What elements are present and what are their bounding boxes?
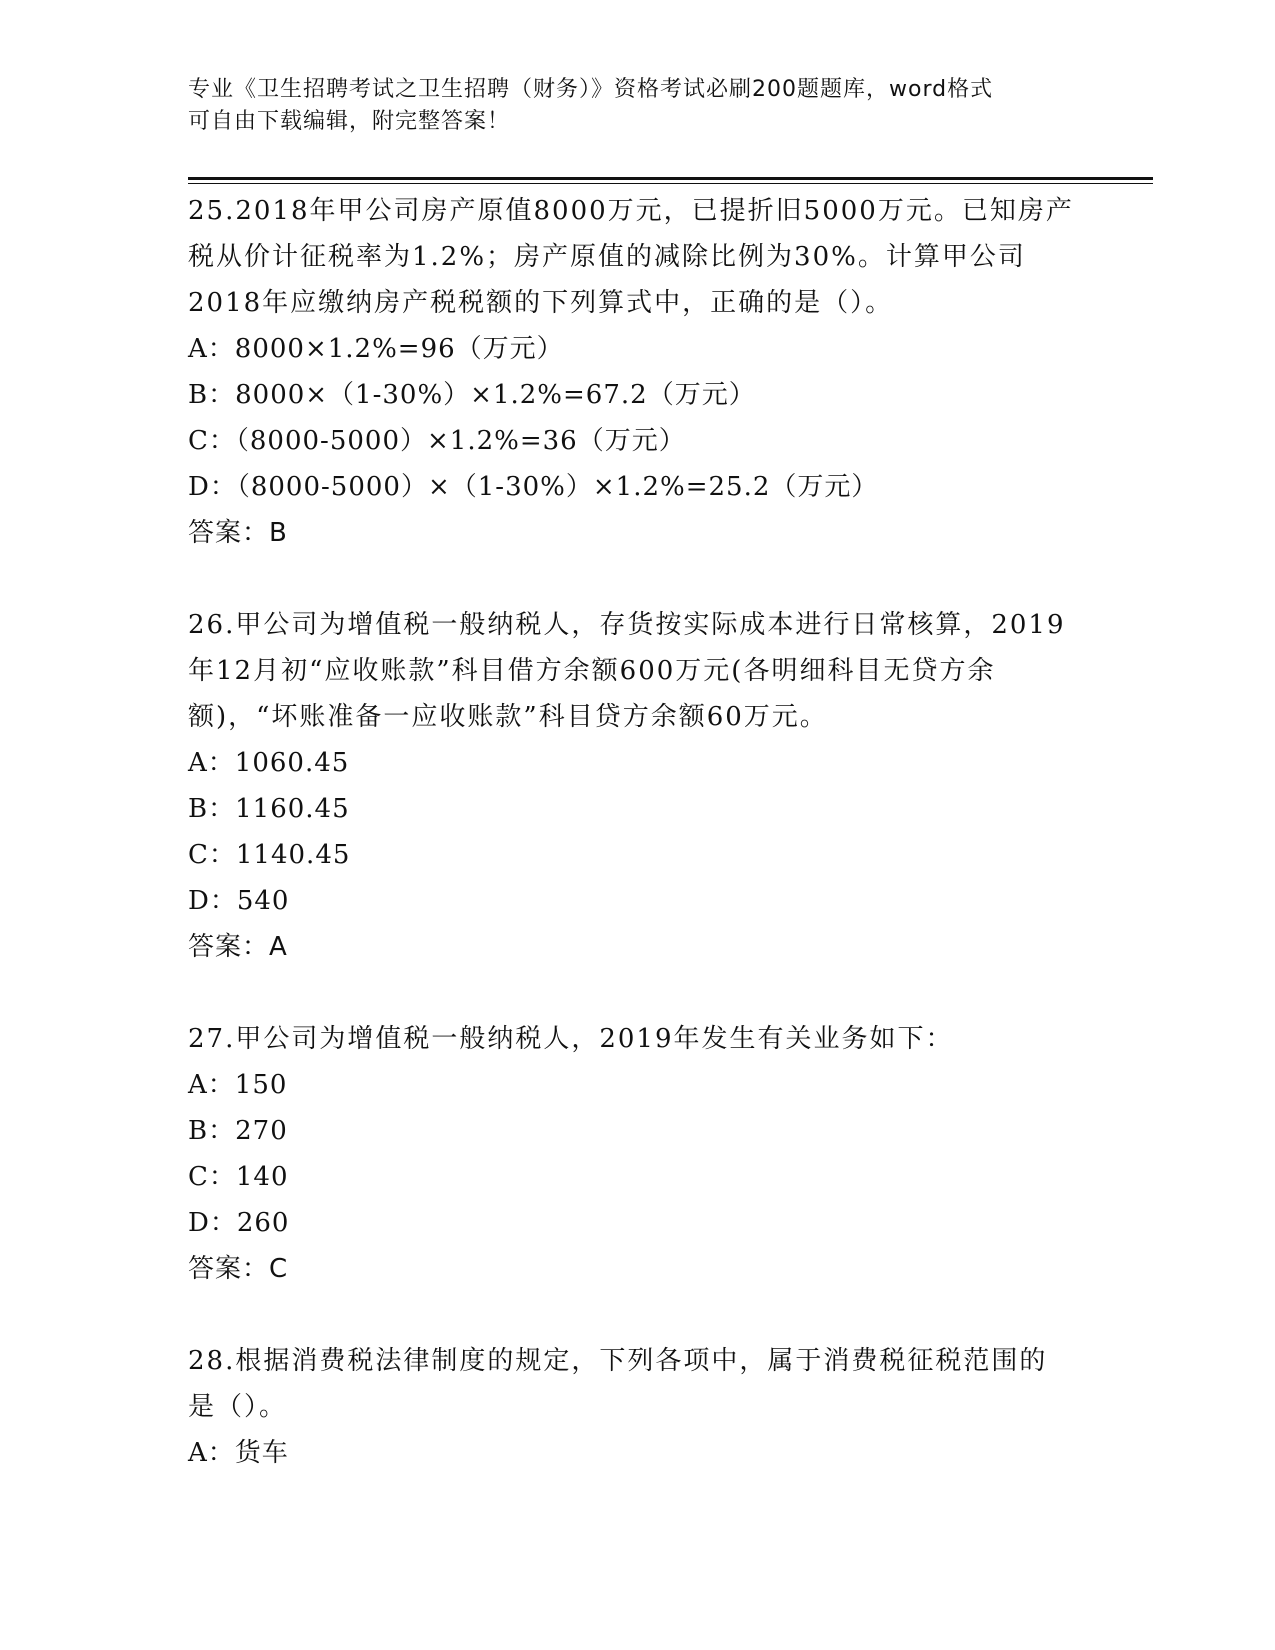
option-c: C：140 [188,1162,289,1192]
question-spacer [188,556,1088,602]
header-divider-thick [188,177,1153,180]
question-text-line: 28.根据消费税法律制度的规定，下列各项中，属于消费税征税范围的 [188,1346,1048,1376]
option-a: A：1060.45 [188,748,350,778]
question-text-line: 27.甲公司为增值税一般纳税人，2019年发生有关业务如下： [188,1024,954,1054]
question-spacer [188,1292,1088,1338]
question-block [188,188,1088,556]
option-a: A：货车 [188,1438,289,1468]
question-text-line: 26.甲公司为增值税一般纳税人，存货按实际成本进行日常核算，2019 [188,610,1066,640]
header-divider-thin [188,183,1153,184]
option-d: D：（8000-5000）×（1-30%）×1.2%=25.2（万元） [188,472,879,502]
document-header [188,74,1088,138]
question-text-line: 年12月初“应收账款”科目借方余额600万元(各明细科目无贷方余 [188,656,996,686]
question-block [188,602,1088,970]
option-a: A：8000×1.2%=96（万元） [188,334,564,364]
question-text-line: 25.2018年甲公司房产原值8000万元，已提折旧5000万元。已知房产 [188,196,1074,226]
question-text-line: 是（）。 [188,1392,288,1422]
header-line-1: 专业《卫生招聘考试之卫生招聘（财务）》资格考试必刷200题题库，word格式 [188,77,994,102]
header-line-2: 可自由下载编辑，附完整答案！ [188,109,511,134]
question-block [188,1338,1088,1476]
option-d: D：260 [188,1208,290,1238]
option-d: D：540 [188,886,290,916]
answer-line: 答案：A [188,932,288,962]
question-list [188,188,1088,1476]
option-b: B：1160.45 [188,794,350,824]
option-a: A：150 [188,1070,288,1100]
option-b: B：270 [188,1116,288,1146]
option-b: B：8000×（1-30%）×1.2%=67.2（万元） [188,380,756,410]
question-text-line: 税从价计征税率为1.2%；房产原值的减除比例为30%。计算甲公司 [188,242,1026,272]
answer-line: 答案：C [188,1254,289,1284]
option-c: C：（8000-5000）×1.2%=36（万元） [188,426,686,456]
question-block [188,1016,1088,1292]
question-text-line: 额)，“坏账准备一应收账款”科目贷方余额60万元。 [188,702,828,732]
question-text-line: 2018年应缴纳房产税税额的下列算式中，正确的是（）。 [188,288,894,318]
question-spacer [188,970,1088,1016]
answer-line: 答案：B [188,518,288,548]
option-c: C：1140.45 [188,840,351,870]
